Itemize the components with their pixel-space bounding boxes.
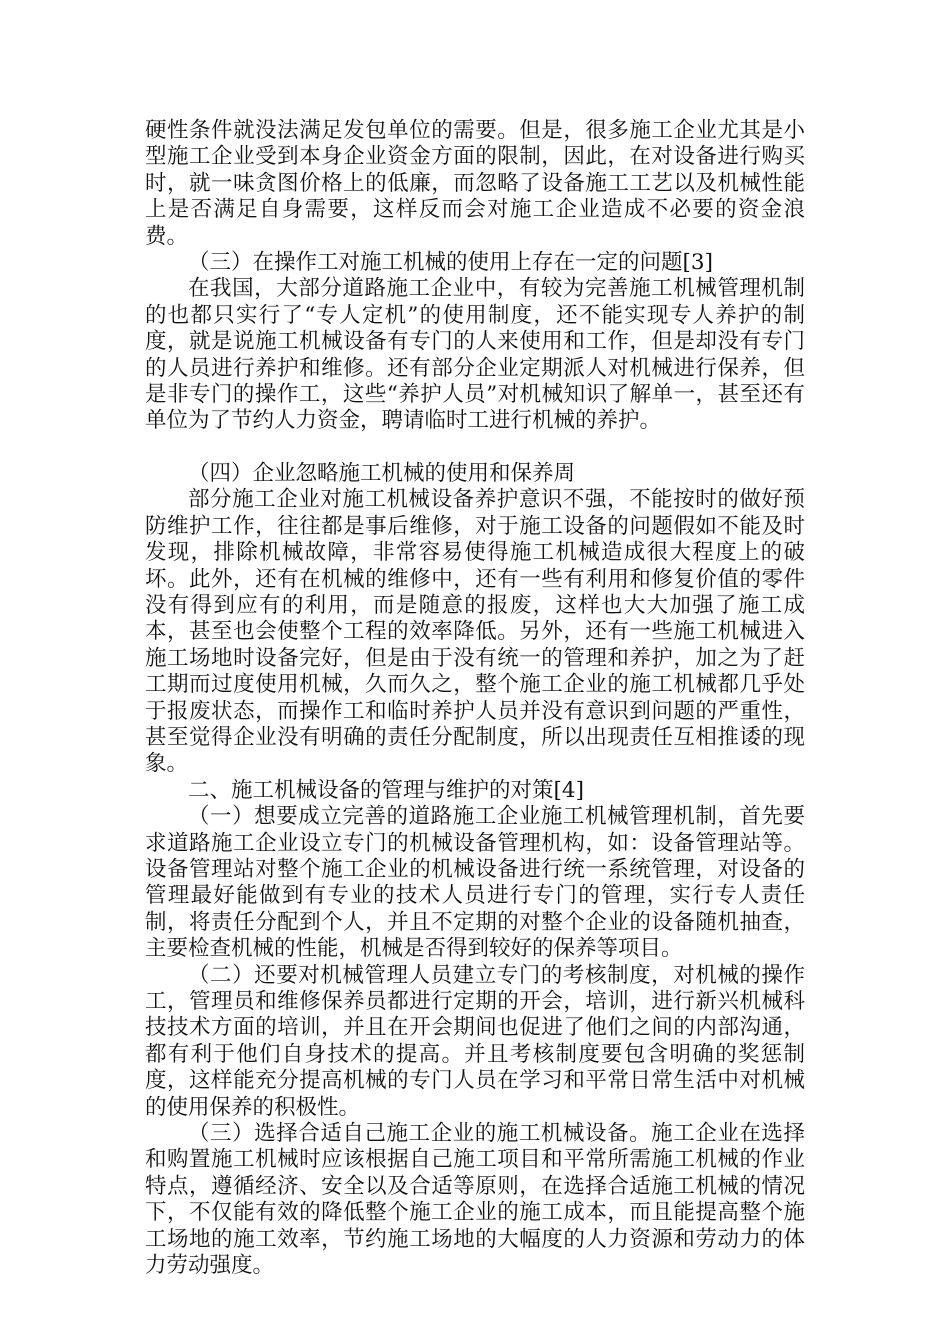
paragraph: （三）选择合适自己施工企业的施工机械设备。施工企业在选择和购置施工机械时应该根据自己施工项目和平常所需施工机械的作业特点，遵循经济、安全以及合适等原则，在选择合适施工机械的情况下，不仅能有效的降低整个施工企业的施工成本，而且能提高整个施工场地的施工效率，节约施工场地的大幅度的人力资源和劳动力的体力劳动强度。 xyxy=(145,1121,805,1279)
paragraph: 在我国，大部分道路施工企业中，有较为完善施工机械管理机制的也都只实行了“专人定机”的使用制度，还不能实现专人养护的制度，就是说施工机械设备有专门的人来使用和工作，但是却没有专门的人员进行养护和维修。还有部分企业定期派人对机械进行保养，但是非专门的操作工，这些“养护人员”对机械知识了解单一，甚至还有单位为了节约人力资金，聘请临时工进行机械的养护。 xyxy=(145,276,805,434)
paragraph-continuation: 硬性条件就没法满足发包单位的需要。但是，很多施工企业尤其是小型施工企业受到本身企业资金方面的限制，因此，在对设备进行购买时，就一味贪图价格上的低廉，而忽略了设备施工工艺以及机械性能上是否满足自身需要，这样反而会对施工企业造成不必要的资金浪费。 xyxy=(145,118,805,249)
section-heading-4: （四）企业忽略施工机械的使用和保养周 xyxy=(188,460,576,486)
paragraph: （一）想要成立完善的道路施工企业施工机械管理机制，首先要求道路施工企业设立专门的机械设备管理机构，如：设备管理站等。设备管理站对整个施工企业的机械设备进行统一系统管理，对设备的管理最好能做到有专业的技术人员进行专门的管理，实行专人责任制，将责任分配到个人，并且不定期的对整个企业的设备随机抽查，主要检查机械的性能，机械是否得到较好的保养等项目。 xyxy=(145,804,805,962)
paragraph: （二）还要对机械管理人员建立专门的考核制度，对机械的操作工，管理员和维修保养员都进行定期的开会，培训，进行新兴机械科技技术方面的培训，并且在开会期间也促进了他们之间的内部沟通，都有利于他们自身技术的提高。并且考核制度要包含明确的奖惩制度，这样能充分提高机械的专门人员在学习和平常日常生活中对机械的使用保养的积极性。 xyxy=(145,962,805,1120)
chapter-heading-2: 二、施工机械设备的管理与维护的对策[4] xyxy=(188,777,584,803)
section-heading-3: （三）在操作工对施工机械的使用上存在一定的问题[3] xyxy=(188,250,713,276)
paragraph: 部分施工企业对施工机械设备养护意识不强，不能按时的做好预防维护工作，往往都是事后维修，对于施工设备的问题假如不能及时发现，排除机械故障，非常容易使得施工机械造成很大程度上的破坏。此外，还有在机械的维修中，还有一些有利用和修复价值的零件没有得到应有的利用，而是随意的报废，这样也大大加强了施工成本，甚至也会使整个工程的效率降低。另外，还有一些施工机械进入施工场地时设备完好，但是由于没有统一的管理和养护，加之为了赶工期而过度使用机械，久而久之，整个施工企业的施工机械都几乎处于报废状态，而操作工和临时养护人员并没有意识到问题的严重性，甚至觉得企业没有明确的责任分配制度，所以出现责任互相推诿的现象。 xyxy=(145,487,805,777)
document-body xyxy=(145,118,805,1279)
